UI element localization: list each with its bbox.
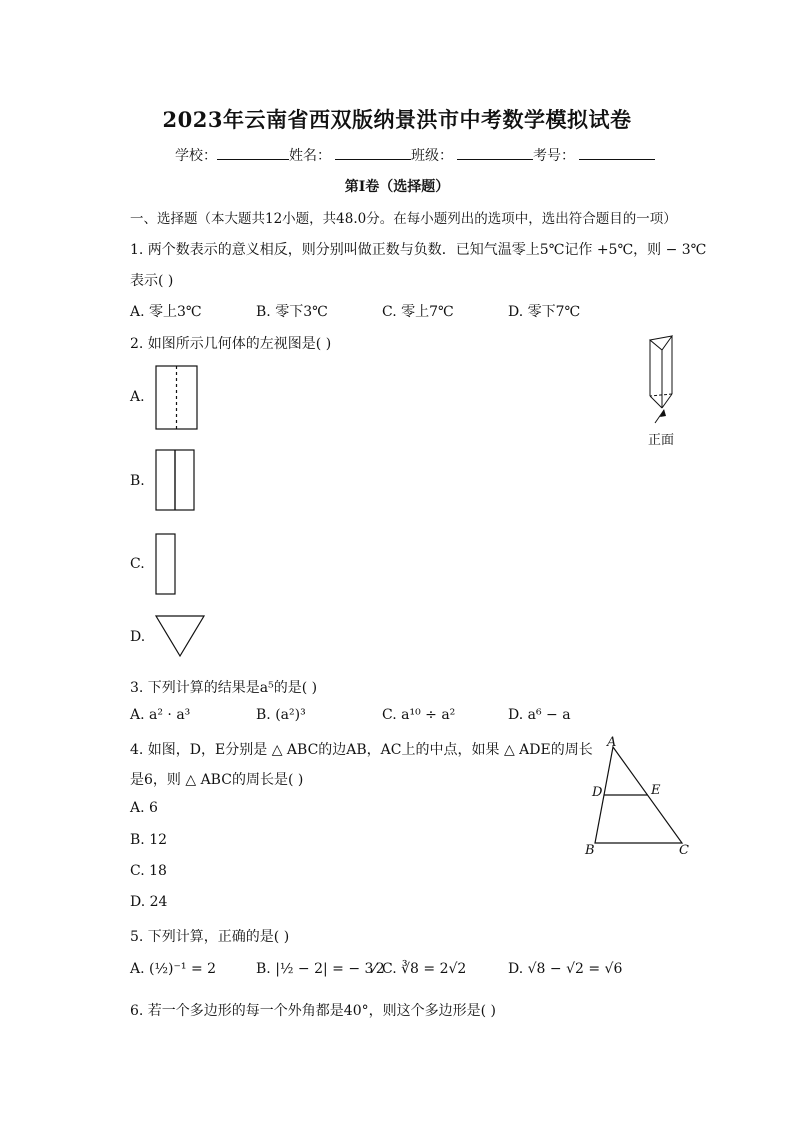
student-info-row — [175, 145, 655, 165]
q4-stem-line2: 是6，则 △ ABC的周长是( ) — [130, 772, 304, 788]
q6-stem: 6. 若一个多边形的每一个外角都是40°，则这个多边形是( ) — [130, 1003, 496, 1019]
q1-stem-line1: 1. 两个数表示的意义相反，则分别叫做正数与负数．已知气温零上5℃记作 +5℃，则 − 3℃ — [130, 242, 707, 258]
class-blank[interactable] — [457, 145, 533, 160]
q2-option-b[interactable]: B. — [130, 473, 145, 489]
q2-stem: 2. 如图所示几何体的左视图是( ) — [130, 336, 332, 352]
q1-option-c[interactable]: C. 零上7℃ — [382, 304, 454, 320]
q4-point-b: B — [585, 843, 595, 858]
q4-point-e: E — [651, 783, 661, 798]
q3-stem: 3. 下列计算的结果是a⁵的是( ) — [130, 680, 318, 696]
exam-no-blank[interactable] — [579, 145, 655, 160]
q5-option-c[interactable]: C. ∛8 = 2√2 — [382, 961, 467, 977]
q1-stem-line2: 表示( ) — [130, 273, 174, 289]
q2-option-a-figure — [150, 362, 210, 434]
q2-option-c-figure — [150, 530, 190, 600]
q3-option-c[interactable]: C. a¹⁰ ÷ a² — [382, 707, 456, 723]
class-label: 班级： — [411, 148, 453, 164]
school-blank[interactable] — [217, 145, 289, 160]
q4-stem-line1: 4. 如图，D，E分别是 △ ABC的边AB，AC上的中点，如果 △ ADE的周长 — [130, 742, 593, 758]
q4-point-a: A — [607, 735, 617, 750]
q4-option-a[interactable]: A. 6 — [130, 800, 158, 816]
name-label: 姓名： — [289, 148, 331, 164]
q4-option-c[interactable]: C. 18 — [130, 863, 167, 879]
q4-point-d: D — [592, 785, 603, 800]
school-label: 学校： — [175, 148, 217, 164]
q2-option-d[interactable]: D. — [130, 629, 146, 645]
q4-point-c: C — [679, 843, 689, 858]
exam-title: 2023年云南省西双版纳景洪市中考数学模拟试卷 — [162, 107, 632, 132]
q3-option-d[interactable]: D. a⁶ − a — [508, 707, 571, 723]
q4-option-d[interactable]: D. 24 — [130, 894, 168, 910]
q5-option-a[interactable]: A. (½)⁻¹ = 2 — [130, 961, 217, 977]
q1-option-b[interactable]: B. 零下3℃ — [256, 304, 328, 320]
q3-option-b[interactable]: B. (a²)³ — [256, 707, 306, 723]
q2-option-b-figure — [150, 447, 210, 517]
exam-no-label: 考号： — [533, 148, 575, 164]
q4-option-b[interactable]: B. 12 — [130, 832, 168, 848]
q5-option-d[interactable]: D. √8 − √2 = √6 — [508, 961, 623, 977]
q1-option-d[interactable]: D. 零下7℃ — [508, 304, 581, 320]
q5-stem: 5. 下列计算，正确的是( ) — [130, 929, 290, 945]
q5-option-b[interactable]: B. |½ − 2| = − 3⁄2 — [256, 961, 385, 977]
q2-option-c[interactable]: C. — [130, 556, 145, 572]
q2-option-d-figure — [150, 612, 210, 662]
q3-option-a[interactable]: A. a² · a³ — [130, 707, 191, 723]
q2-front-label: 正面 — [648, 433, 675, 448]
section-title: 一、选择题（本大题共12小题，共48.0分。在每小题列出的选项中，选出符合题目的一项） — [130, 211, 677, 227]
volume-title: 第Ⅰ卷（选择题） — [344, 179, 450, 195]
q1-option-a[interactable]: A. 零上3℃ — [130, 304, 202, 320]
name-blank[interactable] — [335, 145, 411, 160]
q2-option-a[interactable]: A. — [130, 389, 145, 405]
